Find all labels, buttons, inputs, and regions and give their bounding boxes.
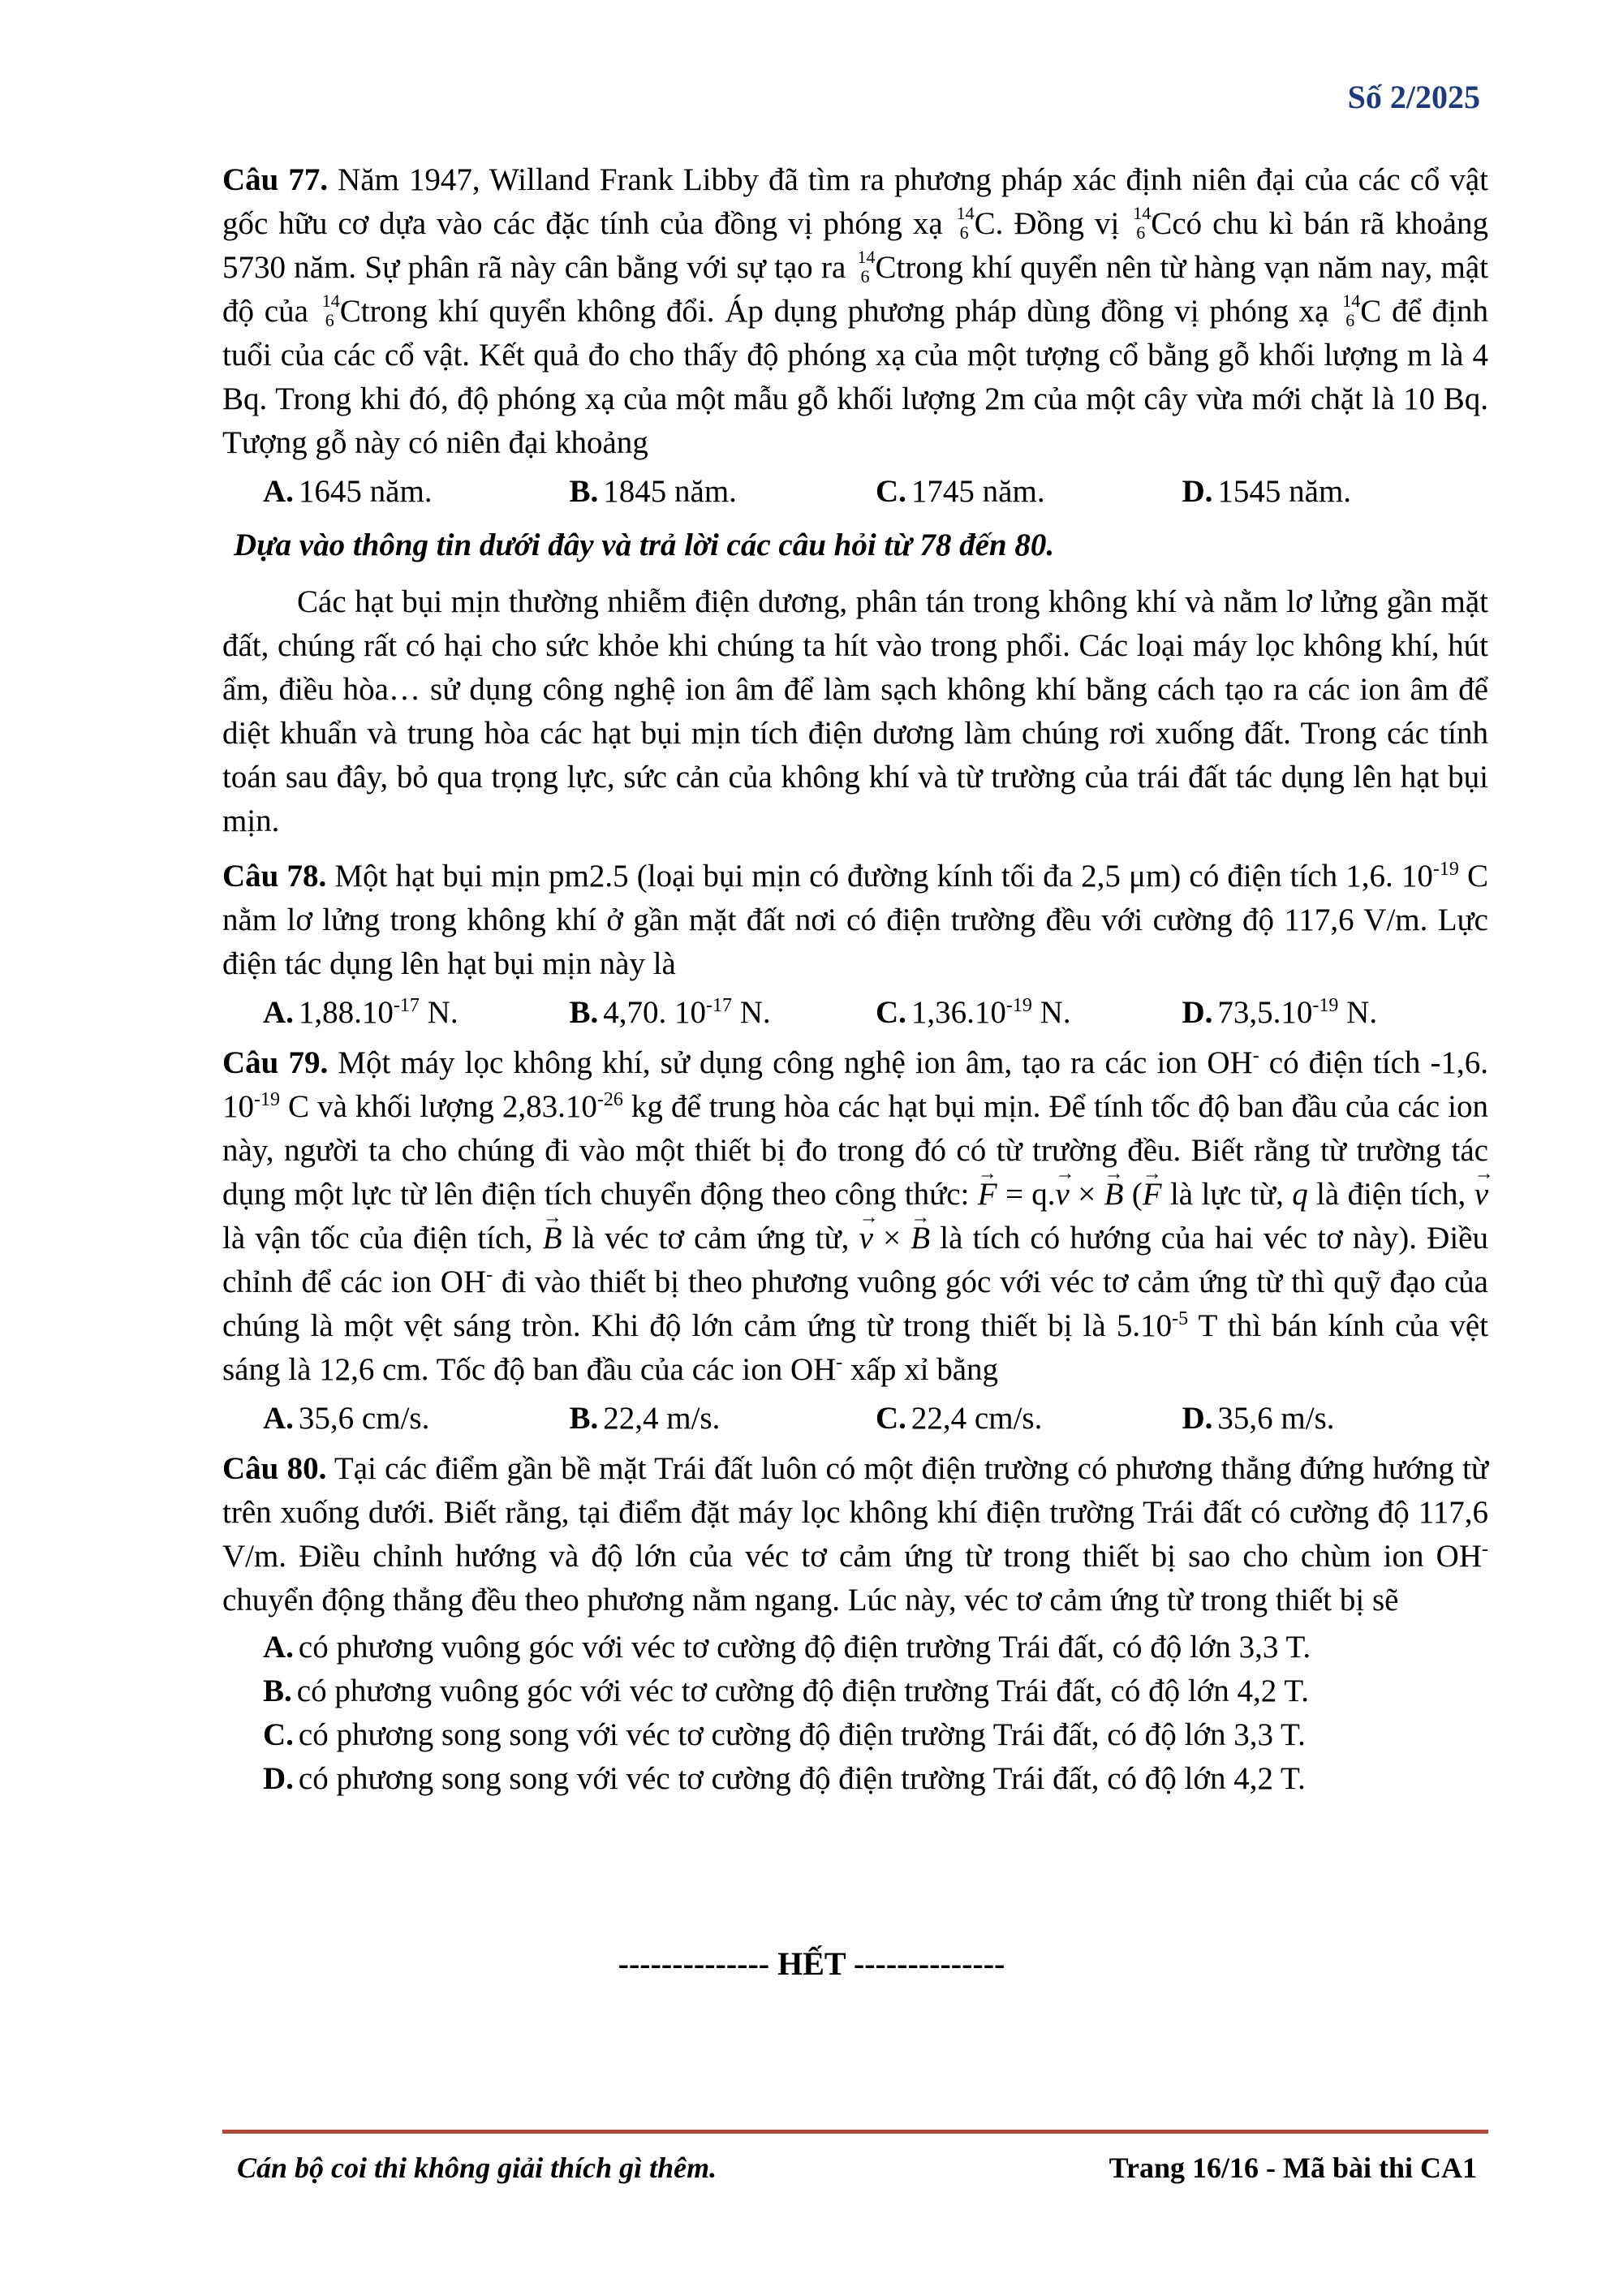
option-a[interactable]: A. có phương vuông góc với véc tơ cường độ điện trường Trái đất, có độ lớn 3,3 T. — [263, 1630, 1311, 1665]
nuclide-c14: 14 6 — [1342, 291, 1361, 330]
vector-f: → F — [1143, 1173, 1162, 1217]
section-intro: Dựa vào thông tin dưới đây và trả lời các câu hỏi từ 78 đến 80. — [234, 528, 1055, 562]
option-c[interactable]: C. có phương song song với véc tơ cường độ điện trường Trái đất, có độ lớn 3,3 T. — [263, 1717, 1306, 1752]
nuclide-c14: 14 6 — [1133, 203, 1152, 243]
exam-content — [222, 158, 1488, 1804]
option-c[interactable]: C. 1745 năm. — [876, 474, 1045, 509]
page-number: Trang 16/16 - Mã bài thi CA1 — [1109, 2152, 1477, 2184]
option-d[interactable]: D. có phương song song với véc tơ cường độ điện trường Trái đất, có độ lớn 4,2 T. — [263, 1761, 1306, 1796]
end-marker: -------------- HẾT -------------- — [618, 1945, 1005, 1982]
vector-v: → v — [859, 1217, 873, 1260]
option-b[interactable]: B. 4,70. $10^{-17}$ N. — [569, 995, 771, 1030]
question-label: Câu 79. — [222, 1045, 329, 1080]
answer-options — [222, 1397, 1488, 1441]
vector-b: → B — [543, 1217, 562, 1260]
vector-b: → B — [1104, 1173, 1124, 1217]
option-d[interactable]: D. $73,5.10^{-19}$ N. — [1182, 995, 1378, 1030]
vector-f: → F — [978, 1173, 997, 1217]
vector-v: → v — [1056, 1173, 1070, 1217]
vector-v: → v — [1474, 1173, 1488, 1217]
option-d[interactable]: D. 35,6 m/s. — [1182, 1401, 1335, 1436]
question-77: Câu 77. Năm 1947, Willand Frank Libby đã tìm ra phương pháp xác định niên đại của các cổ vật gốc hữu cơ dựa vào các đặc tính của đồng vị phóng xạ 14 6 C. Đồng vị 14 6 Ccó chu kì bán rã khoảng 5730 năm. Sự phân rã này cân bằng với sự tạo ra 14 6 Ctrong khí quyển nên từ hàng vạn năm nay, mật độ của 14 6 Ctrong khí quyển không đổi. Áp dụng phương pháp dùng đồng vị phóng xạ 14 6 C để định tuổi của các cổ vật. Kết quả đo cho thấy độ phóng xạ của một tượng cổ bằng gỗ khối lượng m là 4 Bq. Trong khi đó, độ phóng xạ của một mẫu gỗ khối lượng 2m của một cây vừa mới chặt là 10 Bq. Tượng gỗ này có niên đại khoảng — [222, 162, 1489, 460]
answer-options — [222, 991, 1488, 1035]
question-label: Câu 78. — [222, 859, 327, 894]
option-a[interactable]: A. $1,88.10^{-17}$ N. — [263, 995, 458, 1030]
option-b[interactable]: B. 22,4 m/s. — [569, 1401, 721, 1436]
footer-note: Cán bộ coi thi không giải thích gì thêm. — [237, 2152, 717, 2184]
nuclide-c14: 14 6 — [956, 203, 975, 243]
option-a[interactable]: A. 35,6 cm/s. — [263, 1401, 430, 1436]
option-b[interactable]: B. 1845 năm. — [569, 474, 737, 509]
nuclide-c14: 14 6 — [857, 247, 876, 286]
question-label: Câu 77. — [222, 162, 329, 197]
option-a[interactable]: A. 1645 năm. — [263, 474, 433, 509]
issue-number: Số 2/2025 — [1347, 79, 1480, 115]
passage: Các hạt bụi mịn thường nhiễm điện dương, phân tán trong không khí và nằm lơ lửng gần mặt đất, chúng rất có hại cho sức khỏe khi chúng ta hít vào trong phổi. Các loại máy lọc không khí, hút ẩm, điều hòa… sử dụng công nghệ ion âm để làm sạch không khí bằng cách tạo ra các ion âm để diệt khuẩn và trung hòa các hạt bụi mịn tích điện dương làm chúng rơi xuống đất. Trong các tính toán sau đây, bỏ qua trọng lực, sức cản của không khí và từ trường của trái đất tác dụng lên hạt bụi mịn. — [222, 584, 1488, 838]
option-d[interactable]: D. 1545 năm. — [1182, 474, 1352, 509]
option-b[interactable]: B. có phương vuông góc với véc tơ cường độ điện trường Trái đất, có độ lớn 4,2 T. — [263, 1674, 1310, 1708]
question-label: Câu 80. — [222, 1451, 327, 1486]
question-78: Câu 78. Một hạt bụi mịn pm2.5 (loại bụi mịn có đường kính tối đa 2,5 μm) có điện tích 1,6. $10^{-19}$ C nằm lơ lửng trong không khí ở gần mặt đất nơi có điện trường đều với cường độ 117,6 V/m. Lực điện tác dụng lên hạt bụi mịn này là — [222, 859, 1489, 981]
option-c[interactable]: C. 22,4 cm/s. — [876, 1401, 1043, 1436]
question-80: Câu 80. Tại các điểm gần bề mặt Trái đất luôn có một điện trường có phương thẳng đứng hướng từ trên xuống dưới. Biết rằng, tại điểm đặt máy lọc không khí điện trường Trái đất có cường độ 117,6 V/m. Điều chỉnh hướng và độ lớn của véc tơ cảm ứng từ trong thiết bị sao cho chùm ion OH- chuyển động thẳng đều theo phương nằm ngang. Lúc này, véc tơ cảm ứng từ trong thiết bị sẽ — [222, 1451, 1489, 1618]
nuclide-c14: 14 6 — [321, 291, 340, 330]
vector-b: → B — [911, 1217, 930, 1260]
option-c[interactable]: C. $1,36.10^{-19}$ N. — [876, 995, 1071, 1030]
question-79: Câu 79. Một máy lọc không khí, sử dụng công nghệ ion âm, tạo ra các ion OH- có điện tích -1,6. $10^{-19}$ C và khối lượng $2,83.10^{-26}$ kg để trung hòa các hạt bụi mịn. Để tính tốc độ ban đầu của các ion này, người ta cho chúng đi vào một thiết bị đo trong đó có từ trường đều. Biết rằng từ trường tác dụng một lực từ lên điện tích chuyển động theo công thức: → F = q.→ v × → B (→ F là lực từ, q là điện tích, → v là vận tốc của điện tích, → B là véc tơ cảm ứng từ, → v × → B là tích có hướng của hai véc tơ này). Điều chỉnh để các ion OH- đi vào thiết bị theo phương vuông góc với véc tơ cảm ứng từ thì quỹ đạo của chúng là một vệt sáng tròn. Khi độ lớn cảm ứng từ trong thiết bị là $5.10^{-5}$ T thì bán kính của vệt sáng là 12,6 cm. Tốc độ ban đầu của các ion OH- xấp xỉ bằng — [222, 1041, 1488, 1392]
answer-options — [222, 1626, 1488, 1801]
answer-options — [222, 470, 1488, 514]
footer-divider — [222, 2130, 1488, 2134]
